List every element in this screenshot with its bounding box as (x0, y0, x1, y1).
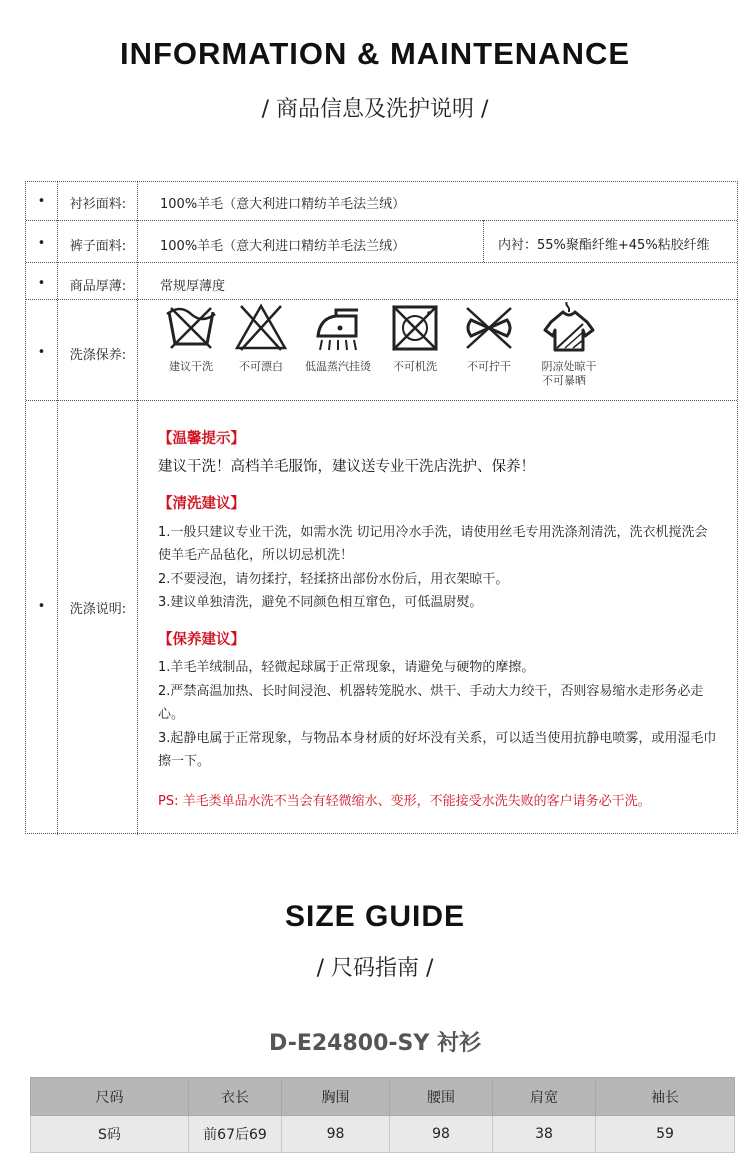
care-caption (534, 360, 604, 388)
care-advice-item: 1.羊毛羊绒制品，轻微起球属于正常现象，请避免与硬物的摩擦。 (158, 660, 535, 675)
label-wash-notes: 洗涤说明: (69, 602, 127, 617)
care-caption: 不可漂白 (239, 360, 283, 373)
wash-notes (158, 428, 718, 813)
ps-note: PS: 羊毛类单品水洗不当会有轻微缩水、变形，不能接受水洗失败的客户请务必干洗。 (158, 793, 651, 809)
tip-title: 【温馨提示】 (158, 431, 245, 447)
row-bullet: • (37, 194, 46, 209)
low-temp-steam-iron-icon (310, 302, 366, 354)
header-chest: 胸围 (282, 1078, 390, 1116)
wash-item: 3.建议单独清洗，避免不同颜色相互窜色，可低温尉熨。 (158, 595, 483, 610)
shade-dry-icon (541, 302, 597, 354)
cell-size: S码 (31, 1116, 189, 1153)
care-caption: 不可机洗 (393, 360, 437, 373)
section-title-en: INFORMATION & MAINTENANCE (119, 36, 631, 71)
label-pants-fabric: 裤子面料: (69, 239, 127, 254)
no-machine-wash-icon (387, 302, 443, 354)
header-waist: 腰围 (390, 1078, 493, 1116)
wash-item: 1.一般只建议专业干洗，如需水洗 切记用冷水手洗，请使用丝毛专用洗涤剂清洗，洗衣机搅洗会使羊毛产品毡化，所以切忌机洗！ (158, 524, 708, 563)
header-length: 衣长 (189, 1078, 282, 1116)
care-caption: 建议干洗 (169, 360, 213, 373)
header-shoulder: 肩宽 (493, 1078, 596, 1116)
care-title: 【保养建议】 (158, 631, 245, 648)
care-item (380, 302, 450, 374)
size-table-header (31, 1078, 735, 1116)
care-caption-line: 不可暴晒 (542, 374, 586, 387)
value-pants-fabric: 100%羊毛（意大利进口精纺羊毛法兰绒） (160, 239, 406, 254)
row-bullet: • (37, 236, 46, 251)
section-title-zh: / 商品信息及洗护说明 / (261, 97, 489, 122)
label-shirt-fabric: 衬衫面料: (69, 197, 127, 212)
no-bleach-icon (233, 302, 289, 354)
cell-sleeve: 59 (596, 1116, 735, 1153)
care-item (156, 302, 226, 374)
header-sleeve: 袖长 (596, 1078, 735, 1116)
size-guide-title-zh: / 尺码指南 / (316, 956, 434, 981)
care-item (303, 302, 373, 374)
cell-waist: 98 (390, 1116, 493, 1153)
no-wring-icon (461, 302, 517, 354)
table-row (31, 1116, 735, 1153)
size-guide-title-en: SIZE GUIDE (284, 900, 466, 933)
row-bullet: • (37, 276, 46, 291)
label-thickness: 商品厚薄: (69, 279, 127, 294)
care-advice-item: 2.严禁高温加热、长时间浸泡、机器转笼脱水、烘干、手动大力绞干，否则容易缩水走形务必走心。 (158, 683, 704, 722)
value-thickness: 常规厚薄度 (160, 279, 226, 294)
value-shirt-fabric: 100%羊毛（意大利进口精纺羊毛法兰绒） (160, 197, 406, 212)
care-item (226, 302, 296, 374)
wash-title: 【清洗建议】 (158, 496, 245, 512)
size-table (30, 1077, 735, 1153)
care-item (454, 302, 524, 374)
info-table (25, 181, 738, 834)
care-advice-item: 3.起静电属于正常现象，与物品本身材质的好坏没有关系，可以适当使用抗静电喷雾，或用湿毛巾擦一下。 (158, 730, 717, 769)
cell-length: 前67后69 (189, 1116, 282, 1153)
cell-shoulder: 38 (493, 1116, 596, 1153)
dry-clean-icon (163, 302, 219, 354)
header-size: 尺码 (31, 1078, 189, 1116)
cell-chest: 98 (282, 1116, 390, 1153)
row-bullet: • (37, 345, 46, 360)
care-caption-line: 阴凉处晾干 (541, 360, 597, 373)
care-caption: 低温蒸汽挂烫 (305, 360, 371, 373)
row-bullet: • (37, 599, 46, 614)
label-care: 洗涤保养: (69, 348, 127, 363)
value-lining: 内衬：55%聚酯纤维+45%粘胶纤维 (498, 238, 710, 253)
care-item (534, 302, 604, 388)
wash-item: 2.不要浸泡，请勿揉拧，轻揉挤出部份水份后，用衣架晾干。 (158, 571, 509, 587)
tip-text: 建议干洗！高档羊毛服饰，建议送专业干洗店洗护、保养！ (158, 458, 535, 475)
product-code: D-E24800-SY 衬衫 (269, 1031, 481, 1056)
care-caption: 不可拧干 (467, 360, 511, 373)
